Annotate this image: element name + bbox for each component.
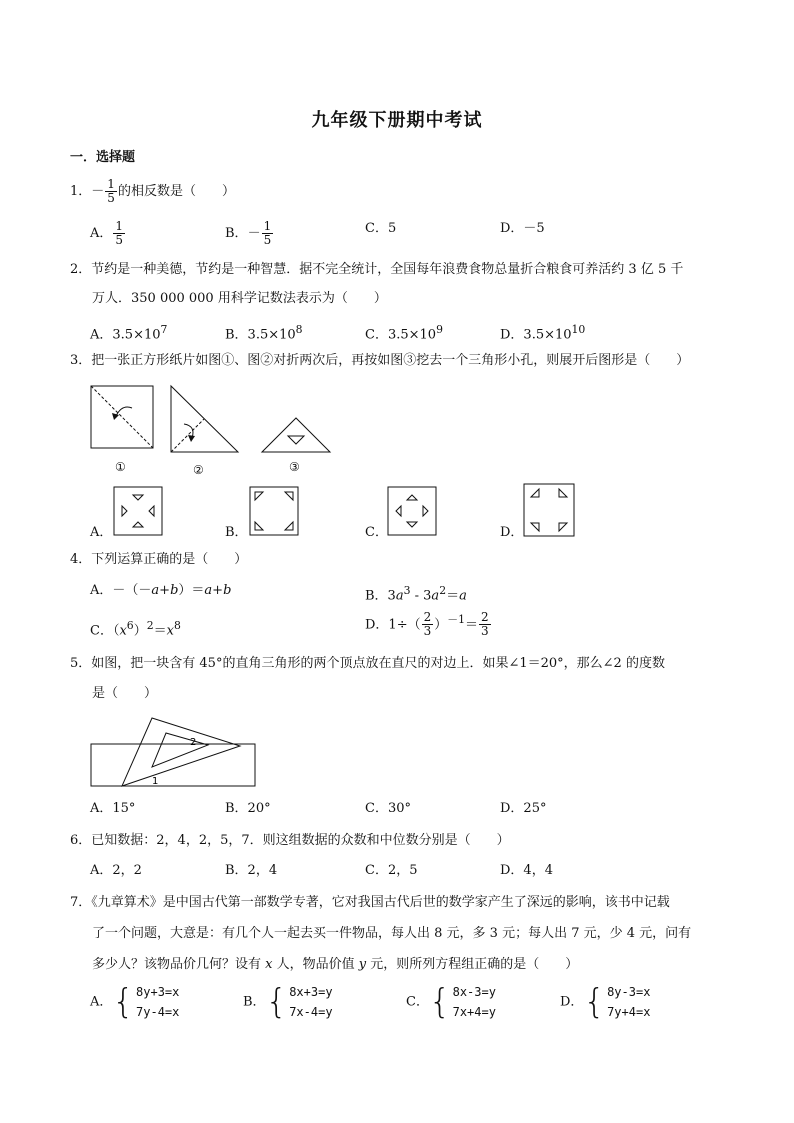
variable: b (223, 583, 232, 598)
ruler-shape (91, 744, 255, 786)
q2-option-c[interactable] (365, 321, 443, 344)
exponent: 6 (126, 619, 134, 632)
equation: 7y-4=x (136, 1005, 180, 1019)
variable: a (459, 588, 467, 604)
q4-option-d[interactable] (365, 611, 492, 638)
equation: 7y+4=x (607, 1005, 651, 1019)
equation-system (453, 982, 496, 1022)
option-label: A． (90, 226, 113, 241)
brace-icon: { (265, 982, 288, 1022)
option-label: B． (243, 994, 266, 1010)
q1-option-b[interactable] (225, 220, 274, 247)
exponent: 9 (436, 323, 443, 336)
question-3: 3．把一张正方形纸片如图①、图②对折两次后，再按如图③挖去一个三角形小孔，则展开后图形是（ ） (70, 353, 690, 368)
fold-figures (88, 382, 248, 457)
q3-option-a-figure[interactable] (113, 486, 163, 536)
question-7-line-2: 了一个问题，大意是：有几个人一起去买一件物品，每人出 8 元，多 3 元；每人出 7 元，少 4 元，问有 (92, 926, 692, 941)
q2-option-b[interactable] (225, 321, 303, 344)
denominator: 3 (423, 624, 432, 639)
q6-option-c[interactable]: C．2，5 (365, 863, 418, 878)
option-text: B．3 (365, 588, 396, 604)
q6-option-d[interactable]: D．4，4 (500, 863, 553, 878)
equation-system (607, 982, 650, 1022)
q1-option-a[interactable] (90, 220, 126, 247)
option-text: C．3.5×10 (365, 327, 437, 343)
variable: a (151, 583, 160, 598)
brace-icon: { (112, 982, 135, 1022)
q5-option-d[interactable]: D．25° (500, 801, 547, 816)
q4-option-a[interactable] (90, 582, 231, 600)
q7-option-b[interactable] (243, 982, 333, 1022)
question-5-line-2: 是（ ） (92, 686, 158, 701)
operator: ＝ (153, 623, 167, 639)
q3-option-b-label[interactable]: B． (225, 525, 248, 540)
exponent: 2 (439, 584, 447, 597)
option-label: A． (90, 994, 113, 1010)
option-text: A．3.5×10 (90, 327, 161, 343)
denominator: 3 (480, 624, 489, 639)
q2-option-a[interactable] (90, 321, 167, 344)
brace-icon: { (583, 982, 606, 1022)
question-text: 的相反数是（ ） (117, 184, 235, 199)
q3-option-d-figure[interactable] (523, 483, 575, 537)
option-label: D． (560, 994, 584, 1010)
q2-option-d[interactable] (500, 321, 585, 344)
exponent: －1 (447, 613, 465, 626)
operator: + (212, 583, 224, 598)
triangle-inner (152, 733, 208, 767)
minus-sign: － (247, 226, 261, 241)
brace-icon: { (428, 982, 451, 1022)
figure-label-1: ① (115, 460, 126, 474)
triangle-outer (122, 718, 240, 786)
figure-label-3: ③ (289, 460, 300, 474)
exponent: 7 (160, 323, 168, 336)
numerator: 2 (480, 610, 489, 625)
fraction (113, 220, 125, 247)
question-text: 元，则所列方程组正确的是（ ） (366, 957, 579, 972)
question-7-line-1: 7．《九章算术》是中国古代第一部数学专著，它对我国古代后世的数学家产生了深远的影响，该书中记载 (70, 895, 670, 910)
question-1 (70, 178, 235, 205)
figure-label-2: ② (193, 463, 204, 477)
minus-sign: － (91, 184, 105, 199)
denominator: 5 (263, 233, 272, 247)
fraction (105, 178, 117, 205)
option-text: A．－（－ (90, 583, 152, 598)
variable: a (395, 588, 404, 604)
equation-system (136, 982, 179, 1022)
q6-option-a[interactable]: A．2，2 (90, 863, 142, 878)
fraction (262, 220, 274, 247)
option-text: D．3.5×10 (500, 327, 572, 343)
equation: 8y-3=x (607, 985, 651, 999)
fold-step-3-figure (258, 412, 334, 456)
variable: x (166, 623, 174, 639)
question-text: 多少人？该物品价几何？设有 (92, 957, 266, 972)
q3-option-a-label[interactable]: A． (90, 525, 113, 540)
equation-system (289, 982, 332, 1022)
option-text: C．（ (90, 623, 120, 639)
question-4: 4．下列运算正确的是（ ） (70, 552, 248, 567)
exponent: 10 (571, 323, 586, 336)
operator: ＝ (446, 588, 460, 604)
question-7-line-3 (92, 956, 578, 974)
exponent: 3 (403, 584, 411, 597)
fraction (422, 611, 434, 638)
question-2-line-1: 2．节约是一种美德，节约是一种智慧．据不完全统计，全国每年浪费食物总量折合粮食可养活约 3 亿 5 千 (70, 262, 684, 277)
numerator: 1 (263, 219, 272, 233)
variable: a (204, 583, 213, 598)
equation: 7x+4=y (452, 1005, 496, 1019)
operator: ）＝ (178, 583, 205, 598)
exam-title: 九年级下册期中考试 (311, 110, 483, 131)
option-label: C． (406, 994, 429, 1010)
fold-step-1-figure (91, 386, 153, 448)
ruler-triangle-figure (88, 712, 268, 790)
operator: - 3 (410, 588, 432, 604)
numerator: 1 (107, 177, 115, 191)
q5-option-c[interactable]: C．30° (365, 801, 411, 816)
equation: 8x+3=y (289, 985, 333, 999)
operator: + (159, 583, 171, 598)
numerator: 1 (115, 219, 124, 233)
denominator: 5 (107, 191, 115, 205)
variable: b (170, 583, 179, 598)
equation: 7x-4=y (289, 1005, 333, 1019)
variable: y (358, 957, 367, 972)
variable: a (431, 588, 440, 604)
option-text: B．3.5×10 (225, 327, 296, 343)
q1-option-d[interactable]: D．－5 (500, 221, 545, 236)
q6-option-b[interactable]: B．2，4 (225, 863, 278, 878)
option-text: D．1÷（ (365, 617, 421, 633)
option-text: ） (133, 623, 147, 639)
angle-1-label: 1 (152, 776, 159, 787)
section-heading: 一．选择题 (70, 150, 136, 165)
q3-option-c-label[interactable]: C． (365, 525, 388, 540)
question-6: 6．已知数据：2，4，2，5，7．则这组数据的众数和中位数分别是（ ） (70, 833, 510, 848)
fold-step-2-figure (171, 386, 238, 452)
question-number: 1． (70, 184, 92, 199)
q4-option-b[interactable] (365, 582, 467, 605)
question-2-line-2: 万人．350 000 000 用科学记数法表示为（ ） (92, 291, 387, 306)
q5-option-a[interactable]: A．15° (90, 801, 136, 816)
variable: x (119, 623, 127, 639)
q7-option-d[interactable] (560, 982, 650, 1022)
option-text: ） (434, 617, 448, 633)
question-text: 人，物品价值 (272, 957, 359, 972)
exponent: 2 (146, 619, 154, 632)
q7-option-c[interactable] (406, 982, 496, 1022)
q3-option-d-label[interactable]: D． (500, 525, 524, 540)
denominator: 5 (115, 233, 124, 247)
fraction (479, 611, 491, 638)
numerator: 2 (423, 610, 432, 625)
q7-option-a[interactable] (90, 982, 179, 1022)
angle-2-label: 2 (190, 737, 197, 748)
exponent: 8 (295, 323, 303, 336)
operator: ＝ (464, 617, 478, 633)
exponent: 8 (173, 619, 181, 632)
equation: 8x-3=y (452, 985, 496, 999)
q5-option-b[interactable]: B．20° (225, 801, 271, 816)
equation: 8y+3=x (136, 985, 180, 999)
q1-option-c[interactable]: C．5 (365, 221, 397, 236)
q4-option-c[interactable] (90, 617, 181, 640)
q3-option-b-figure[interactable] (249, 486, 299, 536)
option-label: B． (225, 226, 248, 241)
question-5-line-1: 5．如图，把一块含有 45°的直角三角形的两个顶点放在直尺的对边上．如果∠1＝20°，那么∠2 的度数 (70, 656, 665, 671)
q3-option-c-figure[interactable] (387, 486, 437, 536)
variable: x (265, 957, 273, 972)
